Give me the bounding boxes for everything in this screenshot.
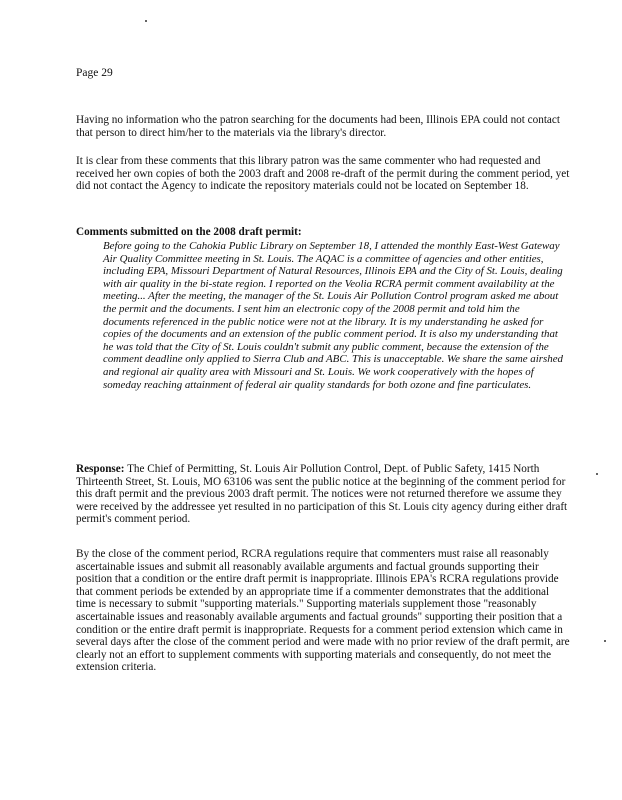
paragraph-regulations: By the close of the comment period, RCRA regulations require that commenters must raise all reasonably ascertainable issues and submit all reasonably available arguments and factual grounds supporting their position that a condition or the entire draft permit is inappropriate. Illinois EPA's RCRA regulations provide that comment periods be extended by an appropriate time if a commenter demonstrates that the additional time is necessary to submit "supporting materials." Supporting materials supplement those "reasonably ascertainable issues and reasonably available arguments and factual grounds" supporting their position that a condition or the entire draft permit is inappropriate. Requests for a comment period extension which came in several days after the close of the comment period and were made with no prior review of the draft permit, are clearly not an effort to supplement comments with supporting materials and consequently, do not meet the extension criteria. [76, 548, 570, 674]
paragraph-patron-info: Having no information who the patron searching for the documents had been, Illinois EPA could not contact that person to direct him/her to the materials via the library's director. [76, 114, 560, 139]
paragraph-library-patron: It is clear from these comments that this library patron was the same commenter who had requested and received her own copies of both the 2003 draft and 2008 re-draft of the permit during the comment period, yet did not contact the Agency to indicate the repository materials could not be located on September 18. [76, 155, 570, 193]
response-paragraph [76, 463, 570, 526]
page-number: Page 29 [76, 67, 113, 79]
scan-speck [596, 473, 598, 475]
scan-speck [604, 640, 606, 642]
comment-quote: Before going to the Cahokia Public Library on September 18, I attended the monthly East-West Gateway Air Quality Committee meeting in St. Louis. The AQAC is a committee of agencies and other entities, including EPA, Missouri Department of Natural Resources, Illinois EPA and the City of St. Louis, dealing with air quality in the bi-state region. I reported on the Veolia RCRA permit comment availability at the meeting... After the meeting, the manager of the St. Louis Air Pollution Control program asked me about the permit and the documents. I sent him an electronic copy of the 2008 permit and told him the documents referenced in the public notice were not at the library. It is my understanding he asked for copies of the documents and an extension of the public comment period. It is also my understanding that he was told that the City of St. Louis couldn't submit any public comment, because the extension of the comment deadline only applied to Sierra Club and ABC. This is unacceptable. We share the same airshed and regional air quality area with Missouri and St. Louis. We work cooperatively with the hopes of someday reaching attainment of federal air quality standards for both ozone and fine particulates. [103, 240, 563, 391]
response-text: The Chief of Permitting, St. Louis Air Pollution Control, Dept. of Public Safety, 1415 North Thirteenth Street, St. Louis, MO 63106 was sent the public notice at the beginning of the comment period for this draft permit and the previous 2003 draft permit. The notices were not returned therefore we assume they were received by the addressee yet resulted in no participation of this St. Louis city agency during either draft permit's comment period. [76, 463, 568, 526]
comments-heading: Comments submitted on the 2008 draft permit: [76, 226, 302, 238]
comments-section [76, 226, 570, 239]
response-label: Response: [76, 463, 125, 475]
scan-speck [145, 20, 147, 22]
